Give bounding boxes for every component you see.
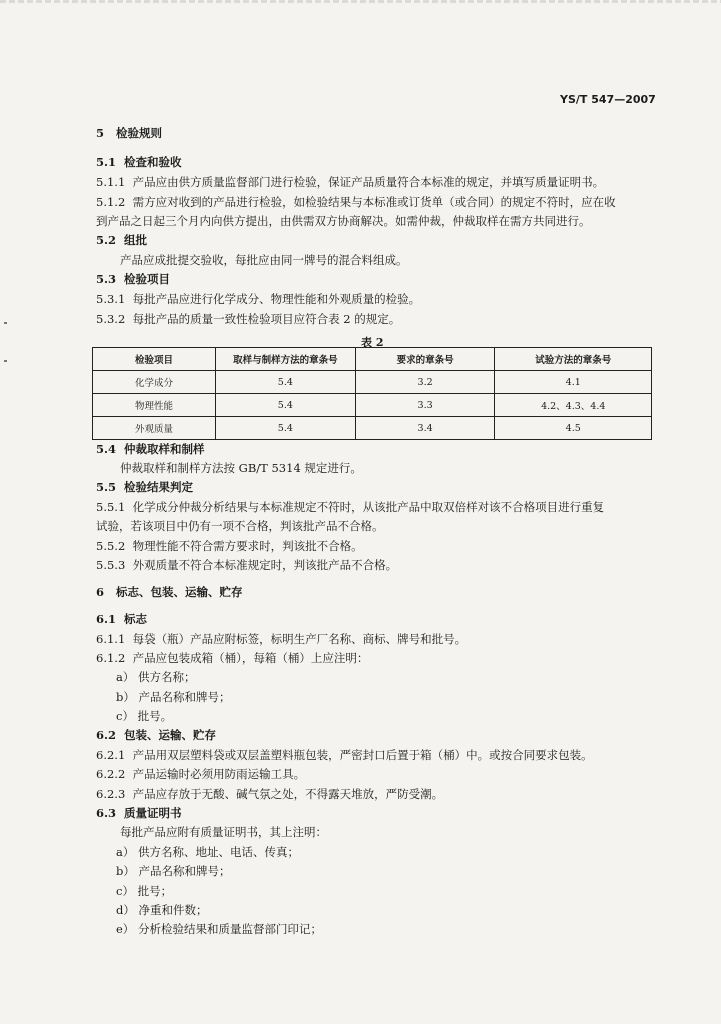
table-cell: 3.2 <box>355 371 495 394</box>
table-cell: 5.4 <box>215 371 355 394</box>
section-title: 检验规则 <box>116 126 163 140</box>
clause-number: 5.5.3 <box>96 558 126 572</box>
clause-5-5-3 <box>96 558 397 572</box>
section-number: 5.5 <box>96 480 117 494</box>
table-cell: 4.2、4.3、4.4 <box>495 394 652 417</box>
section-5-5-heading <box>96 480 193 494</box>
scan-edge-mark <box>4 360 7 362</box>
list-text: 净重和件数； <box>138 903 208 917</box>
section-title: 仲裁取样和制样 <box>124 442 205 456</box>
table-cell: 4.5 <box>495 417 652 440</box>
clause-text: 每批产品应进行化学成分、物理性能和外观质量的检验。 <box>132 292 421 306</box>
section-number: 6.1 <box>96 612 117 626</box>
clause-number: 6.2.1 <box>96 748 126 762</box>
section-6-3-heading <box>96 806 182 820</box>
clause-number: 5.3.1 <box>96 292 126 306</box>
list-marker: e） <box>116 922 135 936</box>
table-cell: 5.4 <box>215 417 355 440</box>
section-5-4-heading <box>96 442 205 456</box>
section-6-3-text: 每批产品应附有质量证明书，其上注明： <box>120 825 327 839</box>
clause-6-2-1 <box>96 748 593 762</box>
table-cell: 5.4 <box>215 394 355 417</box>
clause-5-1-2-continued: 到产品之日起三个月内向供方提出，由供需双方协商解决。如需仲裁，仲裁取样在需方共同进行。 <box>96 214 591 228</box>
clause-number: 5.5.2 <box>96 539 126 553</box>
section-number: 5.2 <box>96 233 117 247</box>
list-item <box>116 670 196 684</box>
clause-text: 物理性能不符合需方要求时，判该批不合格。 <box>132 539 363 553</box>
section-title: 组批 <box>124 233 148 247</box>
section-title: 检查和验收 <box>124 155 182 169</box>
clause-text: 产品用双层塑料袋或双层盖塑料瓶包装，严密封口后置于箱（桶）中。或按合同要求包装。 <box>132 748 593 762</box>
table-cell: 外观质量 <box>93 417 216 440</box>
clause-6-2-2 <box>96 767 305 781</box>
clause-text: 每批产品的质量一致性检验项目应符合表 2 的规定。 <box>132 312 401 326</box>
clause-text: 化学成分仲裁分析结果与本标准规定不符时，从该批产品中取双倍样对该不合格项目进行重复 <box>132 500 605 514</box>
section-5-2-text: 产品应成批提交验收，每批应由同一牌号的混合料组成。 <box>120 253 408 267</box>
clause-number: 5.3.2 <box>96 312 126 326</box>
section-number: 6.3 <box>96 806 117 820</box>
section-6-heading <box>96 585 243 599</box>
clause-number: 6.2.2 <box>96 767 126 781</box>
section-title: 检验结果判定 <box>124 480 194 494</box>
clause-5-5-2 <box>96 539 363 553</box>
table-header-cell: 取样与制样方法的章条号 <box>215 348 355 371</box>
list-marker: a） <box>116 845 135 859</box>
section-5-heading <box>96 126 162 140</box>
section-6-1-heading <box>96 612 147 626</box>
section-title: 包装、运输、贮存 <box>124 728 217 742</box>
clause-number: 5.1.2 <box>96 195 126 209</box>
inspection-items-table <box>92 347 652 440</box>
section-title: 标志、包装、运输、贮存 <box>116 585 243 599</box>
list-marker: d） <box>116 903 135 917</box>
list-marker: a） <box>116 670 135 684</box>
list-item <box>116 690 231 704</box>
section-5-2-heading <box>96 233 147 247</box>
section-title: 标志 <box>124 612 148 626</box>
clause-text: 需方应对收到的产品进行检验，如检验结果与本标准或订货单（或合同）的规定不符时，应在收 <box>132 195 616 209</box>
section-title: 检验项目 <box>124 272 171 286</box>
table-header-cell: 试验方法的章条号 <box>495 348 652 371</box>
list-text: 产品名称和牌号； <box>138 690 231 704</box>
table-header-cell: 检验项目 <box>93 348 216 371</box>
clause-text: 外观质量不符合本标准规定时，判该批产品不合格。 <box>132 558 398 572</box>
clause-text: 产品应存放于无酸、碱气氛之处，不得露天堆放，严防受潮。 <box>132 787 444 801</box>
clause-text: 每袋（瓶）产品应附标签，标明生产厂名称、商标、牌号和批号。 <box>132 632 467 646</box>
table-cell: 3.3 <box>355 394 495 417</box>
list-text: 供方名称、地址、电话、传真； <box>138 845 300 859</box>
clause-number: 5.1.1 <box>96 175 126 189</box>
clause-5-1-1 <box>96 175 604 189</box>
list-marker: b） <box>116 690 135 704</box>
table-row <box>93 394 652 417</box>
list-text: 批号； <box>137 884 173 898</box>
clause-6-2-3 <box>96 787 443 801</box>
clause-number: 6.1.2 <box>96 651 126 665</box>
list-marker: c） <box>116 884 134 898</box>
table-cell: 4.1 <box>495 371 652 394</box>
section-5-3-heading <box>96 272 170 286</box>
scan-top-edge <box>0 0 721 3</box>
section-title: 质量证明书 <box>124 806 182 820</box>
clause-number: 5.5.1 <box>96 500 126 514</box>
clause-text: 产品运输时必须用防雨运输工具。 <box>132 767 306 781</box>
list-text: 分析检验结果和质量监督部门印记； <box>137 922 322 936</box>
table-caption: 表 2 <box>361 336 384 349</box>
table-cell: 物理性能 <box>93 394 216 417</box>
table-cell: 化学成分 <box>93 371 216 394</box>
section-number: 5.4 <box>96 442 117 456</box>
section-5-1-heading <box>96 155 182 169</box>
clause-5-5-1-continued: 试验，若该项目中仍有一项不合格，判该批产品不合格。 <box>96 519 384 533</box>
document-code: YS/T 547—2007 <box>560 93 656 106</box>
list-text: 产品名称和牌号； <box>138 864 231 878</box>
table-row <box>93 371 652 394</box>
table-header-row <box>93 348 652 371</box>
clause-text: 产品应由供方质量监督部门进行检验，保证产品质量符合本标准的规定，并填写质量证明书。 <box>132 175 605 189</box>
section-number: 5.3 <box>96 272 117 286</box>
clause-6-1-1 <box>96 632 466 646</box>
table-header-cell: 要求的章条号 <box>355 348 495 371</box>
clause-number: 6.1.1 <box>96 632 126 646</box>
clause-5-3-2 <box>96 312 400 326</box>
clause-5-5-1 <box>96 500 604 514</box>
section-number: 5.1 <box>96 155 117 169</box>
table-row <box>93 417 652 440</box>
clause-text: 产品应包装成箱（桶），每箱（桶）上应注明： <box>132 651 369 665</box>
clause-5-3-1 <box>96 292 420 306</box>
list-marker: b） <box>116 864 135 878</box>
list-item <box>116 864 231 878</box>
list-item <box>116 709 172 723</box>
table-cell: 3.4 <box>355 417 495 440</box>
clause-number: 6.2.3 <box>96 787 126 801</box>
list-text: 批号。 <box>137 709 173 723</box>
section-6-2-heading <box>96 728 216 742</box>
list-text: 供方名称； <box>138 670 196 684</box>
section-5-4-text: 仲裁取样和制样方法按 GB/T 5314 规定进行。 <box>120 461 362 475</box>
list-item <box>116 845 299 859</box>
section-number: 5 <box>96 126 105 140</box>
list-item <box>116 922 322 936</box>
clause-5-1-2 <box>96 195 616 209</box>
clause-6-1-2 <box>96 651 368 665</box>
section-number: 6.2 <box>96 728 117 742</box>
list-item <box>116 884 172 898</box>
section-number: 6 <box>96 585 105 599</box>
scan-edge-mark <box>4 322 7 324</box>
list-item <box>116 903 208 917</box>
list-marker: c） <box>116 709 134 723</box>
